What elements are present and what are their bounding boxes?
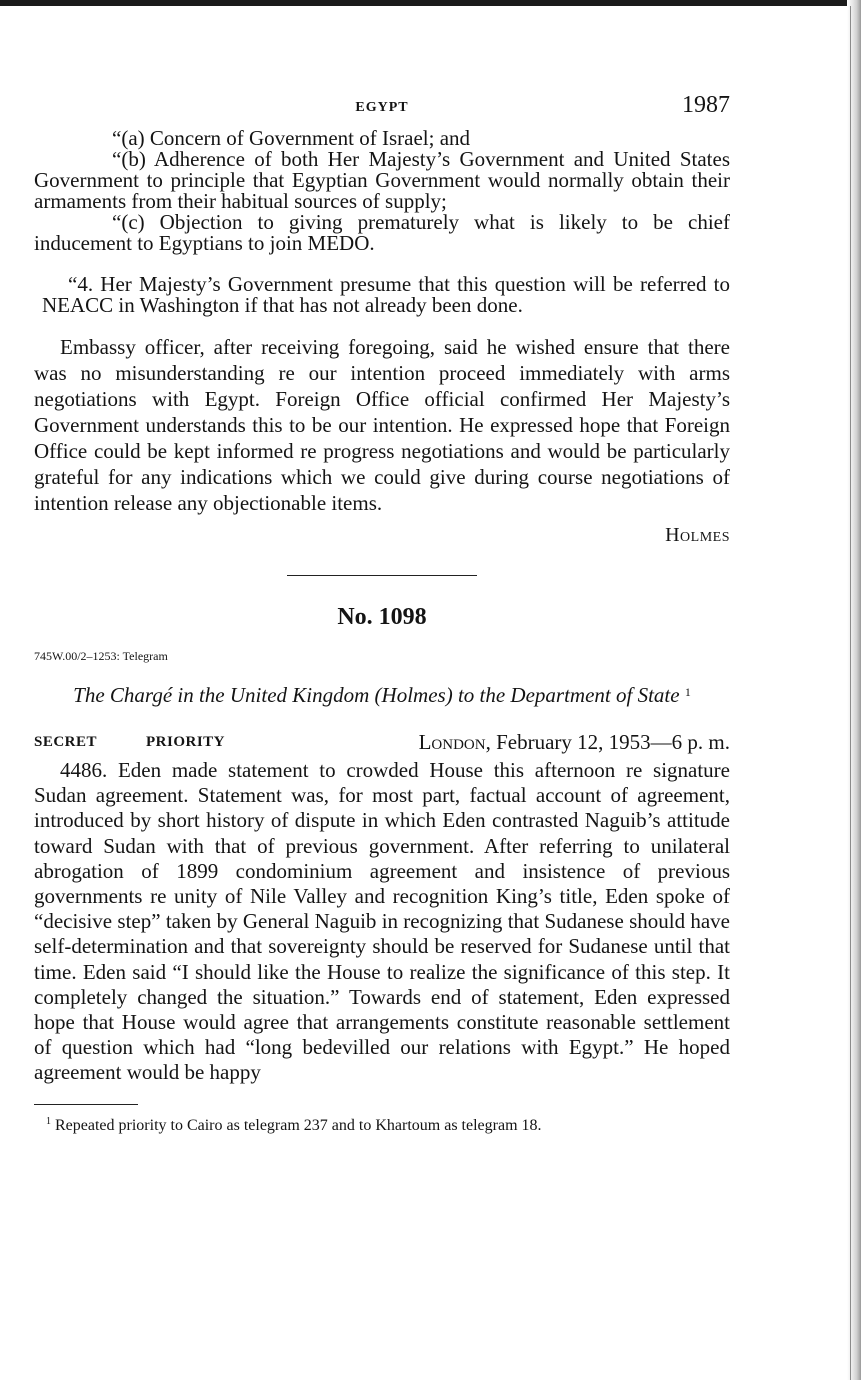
section-divider bbox=[287, 575, 477, 576]
place-date bbox=[419, 730, 730, 755]
precedence: PRIORITY bbox=[146, 734, 226, 750]
telegram-body: 4486. Eden made statement to crowded House this afternoon re signature Sudan agreement. Statement was, for most part, factual account of agreement, introduced by short history of dispute in which Eden contrasted Naguib’s attitude toward Sudan with that of previous government. After referring to unilateral abrogation of 1899 condominium agreement and insistence of previous governments re unity of Nile Valley and recognition King’s title, Eden spoke of “decisive step” taken by General Naguib in recognizing that Sudanese should have self-determination and that sovereignty should be reserved for Sudanese until that time. Eden said “I should like the House to realize the significance of this step. It completely changed the situation.” Towards end of statement, Eden expressed hope that House would agree that arrangements constitute reasonable settlement of question which had “long bedevilled our relations with Egypt.” He hoped agreement would be happy bbox=[34, 758, 730, 1085]
place: London, bbox=[418, 730, 491, 754]
classification: SECRET bbox=[34, 734, 98, 750]
continued-quote-list bbox=[34, 126, 730, 255]
date: February 12, 1953—6 p. m. bbox=[496, 730, 730, 754]
document-heading-text: The Chargé in the United Kingdom (Holmes) to the Department of State bbox=[73, 683, 680, 707]
dateline bbox=[34, 730, 730, 758]
quote-item-c: “(c) Objection to giving prematurely what is likely to be chief inducement to Egyptians to join MEDO. bbox=[34, 210, 730, 255]
document-heading bbox=[44, 682, 720, 708]
page-top-edge bbox=[0, 0, 861, 6]
page-binding-line bbox=[850, 6, 851, 1380]
quote-item-a: “(a) Concern of Government of Israel; and bbox=[112, 126, 471, 150]
quote-point-4: “4. Her Majesty’s Government presume that this question will be referred to NEACC in Washington if that has not already been done. bbox=[42, 272, 730, 317]
quote-item-b: “(b) Adherence of both Her Majesty’s Government and United States Government to principle that Egyptian Government would normally obtain their armaments from their habitual sources of supply; bbox=[34, 147, 730, 213]
footnote-text: Repeated priority to Cairo as telegram 237 and to Khartoum as telegram 18. bbox=[55, 1116, 542, 1134]
page-number: 1987 bbox=[682, 92, 730, 118]
footnote bbox=[34, 1117, 730, 1135]
document-page bbox=[34, 90, 730, 1135]
embassy-paragraph: Embassy officer, after receiving foregoing, said he wished ensure that there was no misunderstanding re our intention proceed immediately with arms negotiations with Egypt. Foreign Office official confirmed Her Majesty’s Government understands this to be our intention. He expressed hope that Foreign Office could be kept informed re progress negotiations and would be particularly grateful for any indications which we could give during course negotiations of intention release any objectionable items. bbox=[34, 335, 730, 515]
footnote-mark: 1 bbox=[46, 1115, 51, 1127]
document-number: No. 1098 bbox=[337, 604, 427, 630]
running-head bbox=[34, 90, 730, 128]
signature: Holmes bbox=[665, 524, 730, 546]
running-title: EGYPT bbox=[355, 100, 409, 115]
heading-footnote-mark: 1 bbox=[684, 685, 691, 699]
footnote-rule bbox=[34, 1104, 138, 1105]
file-reference: 745W.00/2–1253: Telegram bbox=[34, 649, 168, 663]
